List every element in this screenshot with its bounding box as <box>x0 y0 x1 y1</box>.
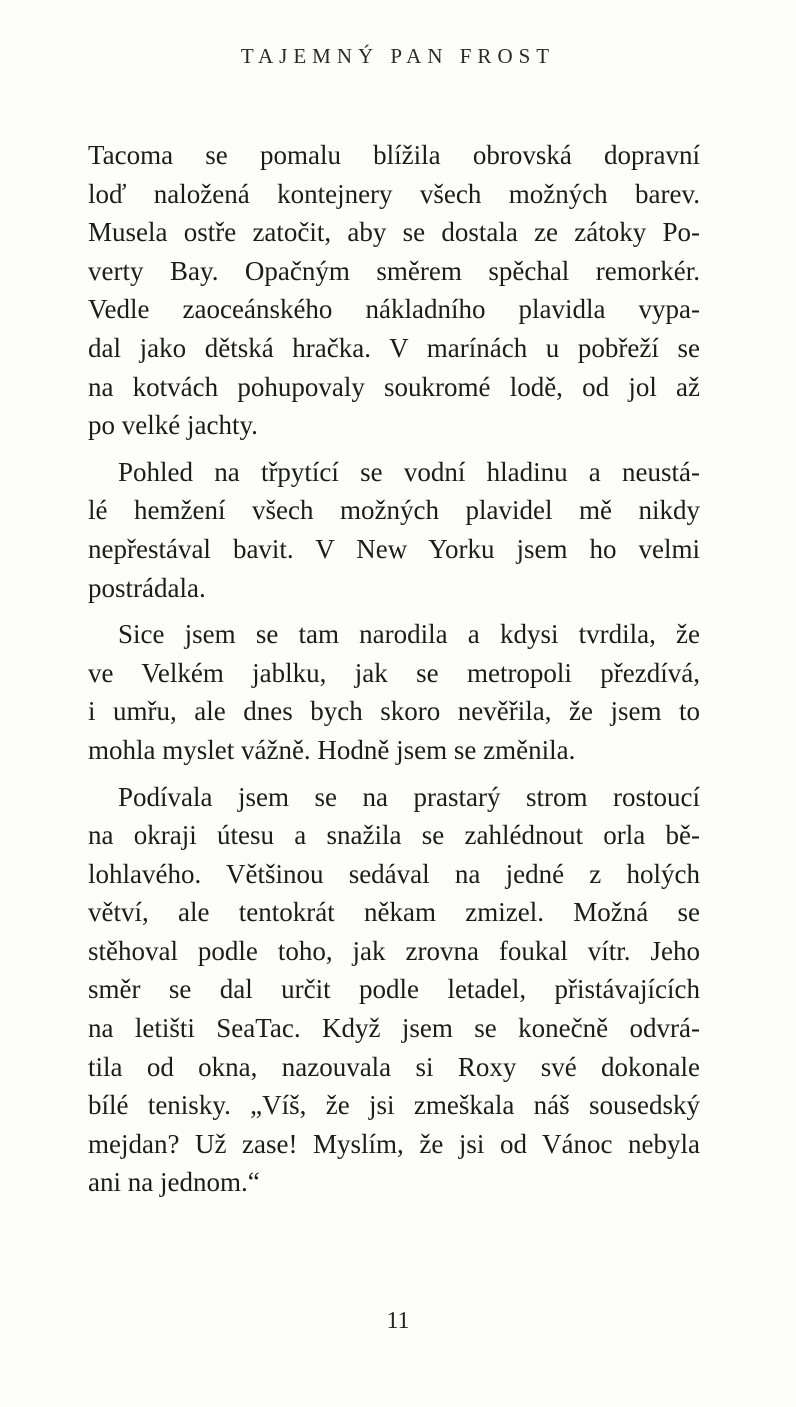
paragraph-2 <box>88 453 700 607</box>
text-line: ani na jednom.“ <box>88 1167 260 1198</box>
running-header-title: TAJEMNÝ PAN FROST <box>240 44 556 68</box>
text-line: mohla myslet vážně. Hodně jsem se změnila. <box>88 734 576 765</box>
text-line: tila od okna, nazouvala si Roxy své dokonale <box>88 1051 700 1082</box>
text-line: bílé tenisky. „Víš, že jsi zmeškala náš sousedský <box>88 1090 700 1121</box>
text-line: Pohled na třpytící se vodní hladinu a neustá- <box>118 456 700 487</box>
text-line: stěhoval podle toho, jak zrovna foukal vítr. Jeho <box>88 935 700 966</box>
body-text <box>88 136 700 1210</box>
paragraph-4 <box>88 778 700 1203</box>
text-line: po velké jachty. <box>88 410 258 441</box>
text-line: dal jako dětská hračka. V marínách u pobřeží se <box>88 332 700 363</box>
text-line: Musela ostře zatočit, aby se dostala ze zátoky Po- <box>88 217 700 248</box>
text-line: verty Bay. Opačným směrem spěchal remorkér. <box>88 255 700 286</box>
text-line: ve Velkém jablku, jak se metropoli přezdívá, <box>88 657 700 688</box>
page-number: 11 <box>386 1308 410 1334</box>
text-line: lohlavého. Většinou sedával na jedné z holých <box>88 858 700 889</box>
text-line: Sice jsem se tam narodila a kdysi tvrdila, že <box>118 619 700 650</box>
text-line: mejdan? Už zase! Myslím, že jsi od Vánoc nebyla <box>88 1128 700 1159</box>
text-line: loď naložená kontejnery všech možných barev. <box>88 178 700 209</box>
text-line: na letišti SeaTac. Když jsem se konečně odvrá- <box>88 1013 700 1044</box>
text-line: i umřu, ale dnes bych skoro nevěřila, že jsem to <box>88 696 700 727</box>
text-line: postrádala. <box>88 572 206 603</box>
text-line: na okraji útesu a snažila se zahlédnout orla bě- <box>88 820 700 851</box>
text-line: lé hemžení všech možných plavidel mě nikdy <box>88 495 700 526</box>
paragraph-3 <box>88 615 700 769</box>
paragraph-1 <box>88 136 700 445</box>
text-line: větví, ale tentokrát někam zmizel. Možná se <box>88 897 700 928</box>
text-line: na kotvách pohupovaly soukromé lodě, od jol až <box>88 371 700 402</box>
text-line: nepřestával bavit. V New Yorku jsem ho velmi <box>88 533 700 564</box>
text-line: směr se dal určit podle letadel, přistávajících <box>88 974 700 1005</box>
text-line: Tacoma se pomalu blížila obrovská dopravní <box>88 140 700 170</box>
text-line: Vedle zaoceánského nákladního plavidla vypa- <box>88 294 700 325</box>
text-line: Podívala jsem se na prastarý strom rostoucí <box>118 781 700 812</box>
